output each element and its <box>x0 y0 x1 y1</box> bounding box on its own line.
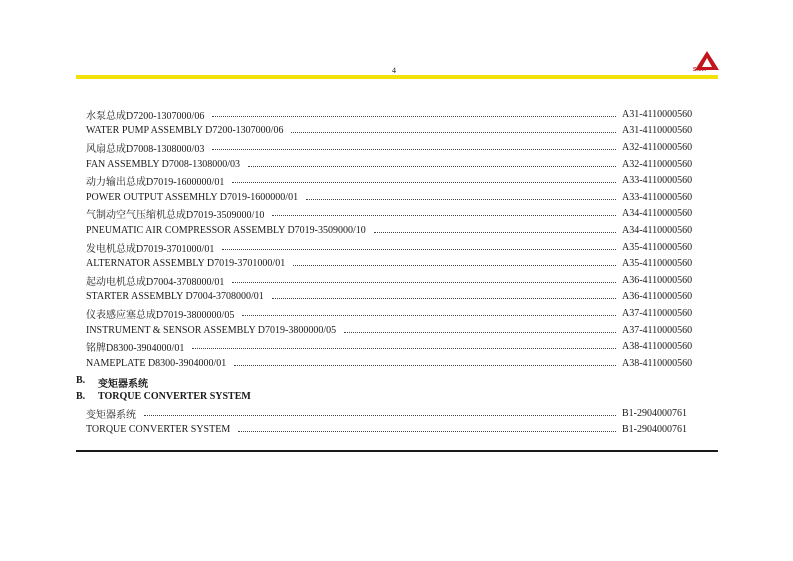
toc-page: A34-4110000560 <box>622 208 693 220</box>
toc-row[interactable] <box>86 239 706 256</box>
toc-row[interactable] <box>86 305 706 322</box>
toc-row[interactable] <box>86 172 706 189</box>
section-heading-cn <box>76 375 148 390</box>
leader-dots <box>232 182 616 183</box>
toc-row[interactable] <box>86 123 706 140</box>
page-number: 4 <box>392 66 396 75</box>
toc-row[interactable] <box>86 322 706 339</box>
leader-dots <box>306 199 616 200</box>
toc-title: 仪表感应塞总成D7019-3800000/05 <box>86 306 236 321</box>
toc-page: A31-4110000560 <box>622 108 693 120</box>
leader-dots <box>242 315 616 316</box>
toc-row[interactable] <box>86 189 706 206</box>
toc-title: POWER OUTPUT ASSEMHLY D7019-1600000/01 <box>86 191 299 203</box>
toc-page: A32-4110000560 <box>622 141 693 153</box>
toc-page: A37-4110000560 <box>622 324 693 336</box>
toc-title: 水泵总成D7200-1307000/06 <box>86 107 206 122</box>
leader-dots <box>344 332 616 333</box>
logo-text: SANY <box>693 67 707 73</box>
toc-title: 起动电机总成D7004-3708000/01 <box>86 273 226 288</box>
toc-list-section-b <box>86 405 696 438</box>
leader-dots <box>272 298 616 299</box>
footer-rule <box>76 450 718 452</box>
toc-row[interactable] <box>86 106 706 123</box>
toc-title: STARTER ASSEMBLY D7004-3708000/01 <box>86 291 264 303</box>
leader-dots <box>212 149 616 150</box>
toc-title: 风扇总成D7008-1308000/03 <box>86 140 206 155</box>
toc-page: A32-4110000560 <box>622 158 693 170</box>
toc-page: A38-4110000560 <box>622 341 693 353</box>
toc-page: A33-4110000560 <box>622 191 693 203</box>
toc-title: NAMEPLATE D8300-3904000/01 <box>86 357 227 369</box>
leader-dots <box>234 365 616 366</box>
section-title: 变矩器系统 <box>98 379 148 390</box>
toc-row[interactable] <box>86 156 706 173</box>
toc-page: A38-4110000560 <box>622 357 693 369</box>
toc-row[interactable] <box>86 272 706 289</box>
leader-dots <box>144 415 616 416</box>
leader-dots <box>232 282 616 283</box>
toc-title: 铭牌D8300-3904000/01 <box>86 339 186 354</box>
toc-page: A35-4110000560 <box>622 258 693 270</box>
leader-dots <box>248 166 616 167</box>
section-heading-en <box>76 391 251 402</box>
toc-title: ALTERNATOR ASSEMBLY D7019-3701000/01 <box>86 258 286 270</box>
toc-title: WATER PUMP ASSEMBLY D7200-1307000/06 <box>86 125 284 137</box>
leader-dots <box>374 232 616 233</box>
leader-dots <box>212 116 616 117</box>
toc-row[interactable] <box>86 422 696 439</box>
toc-page: A31-4110000560 <box>622 125 693 137</box>
toc-row[interactable] <box>86 255 706 272</box>
toc-page: A34-4110000560 <box>622 224 693 236</box>
toc-title: 气制动空气压缩机总成D7019-3509000/10 <box>86 206 266 221</box>
header-rule <box>76 75 718 79</box>
leader-dots <box>222 249 616 250</box>
toc-list <box>86 106 706 372</box>
toc-title: INSTRUMENT & SENSOR ASSEMBLY D7019-3800000/05 <box>86 324 337 336</box>
toc-title: PNEUMATIC AIR COMPRESSOR ASSEMBLY D7019-3509000/10 <box>86 224 366 236</box>
leader-dots <box>238 431 616 432</box>
toc-row[interactable] <box>86 222 706 239</box>
toc-page: A33-4110000560 <box>622 175 693 187</box>
section-letter: B. <box>76 375 86 386</box>
leader-dots <box>272 215 616 216</box>
toc-page: B1-2904000761 <box>622 407 687 419</box>
toc-title: 发电机总成D7019-3701000/01 <box>86 240 216 255</box>
toc-title: TORQUE CONVERTER SYSTEM <box>86 424 231 436</box>
toc-page: A36-4110000560 <box>622 291 693 303</box>
toc-title: 变矩器系统 <box>86 406 138 421</box>
toc-row[interactable] <box>86 206 706 223</box>
leader-dots <box>291 132 616 133</box>
toc-row[interactable] <box>86 289 706 306</box>
toc-row[interactable] <box>86 355 706 372</box>
toc-title: FAN ASSEMBLY D7008-1308000/03 <box>86 158 241 170</box>
toc-row[interactable] <box>86 405 696 422</box>
toc-row[interactable] <box>86 139 706 156</box>
section-letter: B. <box>76 391 86 402</box>
toc-page: A37-4110000560 <box>622 307 693 319</box>
leader-dots <box>293 265 616 266</box>
toc-page: A36-4110000560 <box>622 274 693 286</box>
toc-title: 动力输出总成D7019-1600000/01 <box>86 173 226 188</box>
toc-page: B1-2904000761 <box>622 424 687 436</box>
section-title: TORQUE CONVERTER SYSTEM <box>98 391 251 402</box>
leader-dots <box>192 348 616 349</box>
toc-row[interactable] <box>86 338 706 355</box>
toc-page: A35-4110000560 <box>622 241 693 253</box>
